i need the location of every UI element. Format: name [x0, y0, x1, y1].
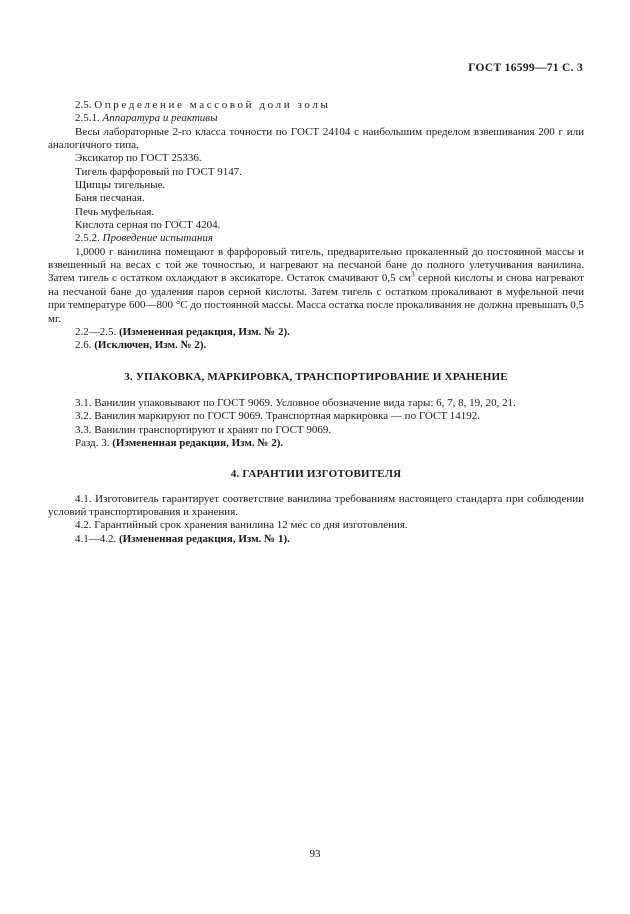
document-body — [48, 99, 584, 546]
section-title: Проведение испытания — [102, 232, 213, 245]
document-header: ГОСТ 16599—71 С. 3 — [468, 62, 583, 74]
section-number: 2.5.2. — [75, 232, 100, 245]
note-bold: (Исключен, Изм. № 2). — [94, 339, 207, 352]
note-prefix: 2.6. — [75, 339, 95, 352]
section-title: Определение массовой доли золы — [94, 99, 331, 111]
procedure-text-b: серной кислоты и снова нагревают на песчаной бане до удаления паров серной кислоты. Затем тигель с остатком прокаливают в муфельной печи при температуре 600—800 °С до постоянной массы. Масса остатка после прокаливания не должна превышать 0,5 мг. — [48, 272, 584, 325]
section-4-title: 4. ГАРАНТИИ ИЗГОТОВИТЕЛЯ — [230, 468, 402, 481]
section-2-5-heading — [48, 99, 584, 112]
note-prefix: Разд. 3. — [75, 436, 113, 449]
section-title: Аппаратура и реактивы — [102, 112, 218, 125]
note-bold: (Измененная редакция, Изм. № 1). — [119, 532, 290, 545]
section-3-paragraph: 3.2. Ванилин маркируют по ГОСТ 9069. Транспортная маркировка — по ГОСТ 14192. — [75, 410, 481, 423]
amendment-note — [48, 533, 584, 546]
equipment-item: Щипцы тигельные. — [75, 179, 166, 192]
amendment-note — [48, 326, 584, 339]
section-4-paragraph: 4.1. Изготовитель гарантирует соответствие ванилина требованиям настоящего стандарта при соблюдении условий транспортирования и хранения. — [48, 492, 584, 518]
section-3-title: 3. УПАКОВКА, МАРКИРОВКА, ТРАНСПОРТИРОВАНИЕ И ХРАНЕНИЕ — [124, 370, 508, 383]
section-3-paragraph: 3.1. Ванилин упаковывают по ГОСТ 9069. Условное обозначение вида тары: 6, 7, 8, 19, 20, 21. — [75, 396, 516, 409]
section-3-paragraph: 3.3. Ванилин транспортируют и хранят по ГОСТ 9069. — [75, 423, 332, 436]
note-bold: (Измененная редакция, Изм. № 2). — [119, 325, 290, 338]
note-prefix: 2.2—2.5. — [75, 325, 119, 338]
note-bold: (Измененная редакция, Изм. № 2). — [112, 436, 284, 449]
equipment-item: Печь муфельная. — [75, 205, 155, 218]
equipment-item: Баня песчаная. — [75, 192, 145, 205]
section-4-paragraph: 4.2. Гарантийный срок хранения ванилина 12 мес со дня изготовления. — [75, 519, 408, 532]
equipment-item: Тигель фарфоровый по ГОСТ 9147. — [75, 165, 243, 178]
procedure-text-a: 1,0000 г ванилина помещают в фарфоровый тигель, предварительно прокаленный до постоянной массы и взвешенный на весах с той же точностью, и нагревают на песчаной бане до полного улетучивания ванилина. Затем тигель с остатком охлаждают в эксикаторе. Остаток смачивают 0,5 см — [48, 245, 584, 285]
amendment-note — [48, 437, 584, 450]
procedure-paragraph — [48, 246, 584, 326]
note-prefix: 4.1—4.2. — [75, 532, 119, 545]
section-number: 2.5. — [75, 99, 92, 111]
section-number: 2.5.1. — [75, 112, 100, 125]
section-2-5-2-heading — [48, 232, 584, 245]
amendment-note — [48, 339, 584, 352]
equipment-item: Эксикатор по ГОСТ 25336. — [75, 152, 202, 165]
equipment-scales: Весы лабораторные 2-го класса точности по ГОСТ 24104 с наибольшим пределом взвешивания 200 г или аналогичного типа. — [48, 125, 584, 152]
page-number: 93 — [309, 848, 321, 860]
superscript-3: 3 — [410, 269, 415, 279]
section-2-5-1-heading — [48, 112, 584, 125]
equipment-item: Кислота серная по ГОСТ 4204. — [75, 219, 221, 232]
